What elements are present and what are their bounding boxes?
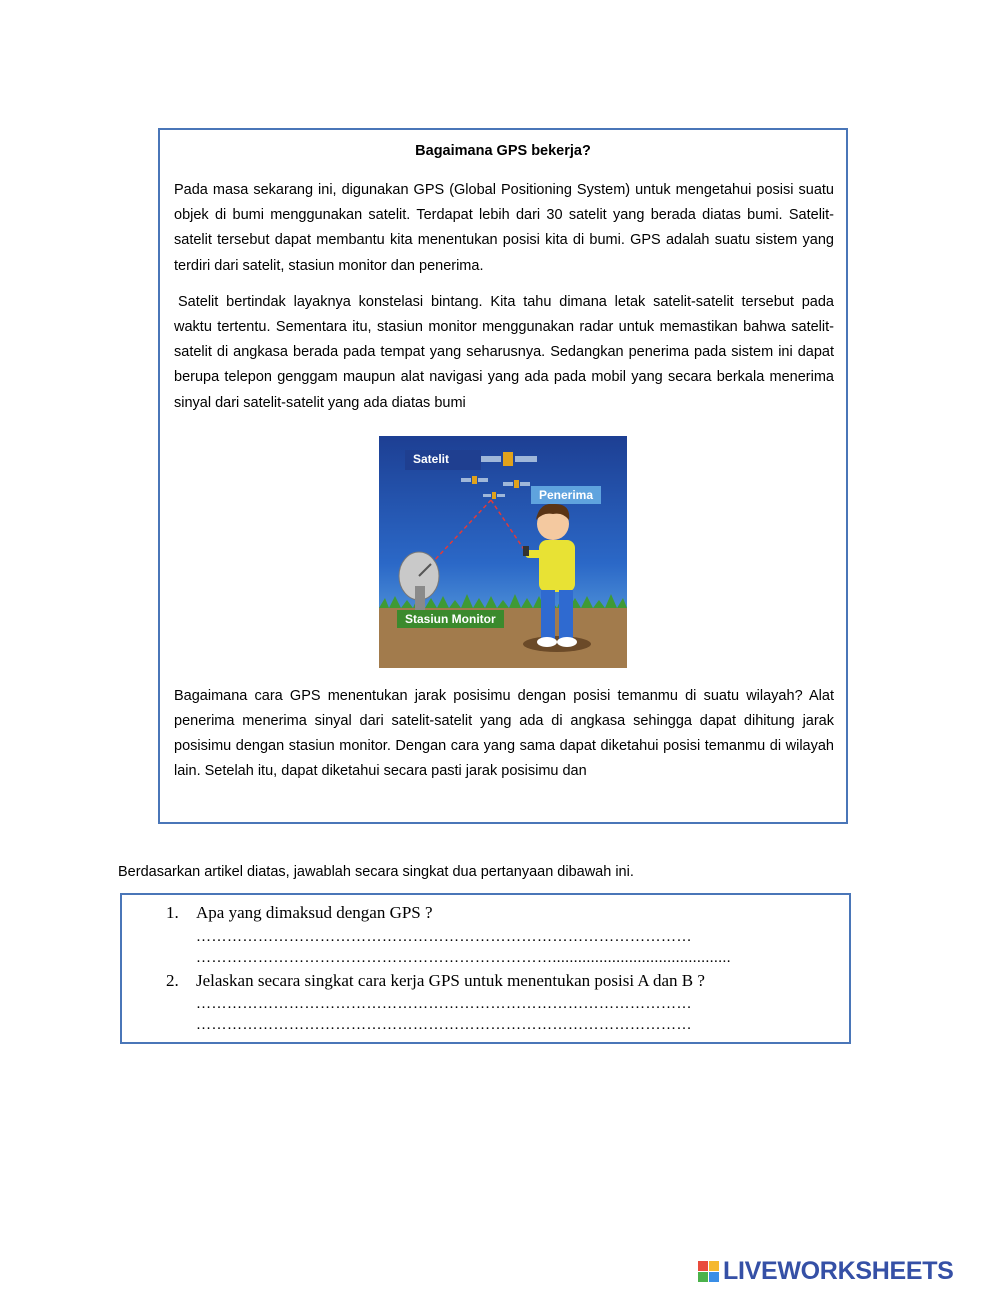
label-receiver: Penerima <box>531 486 601 504</box>
answer-line[interactable]: …………………………………………………………………………………… <box>196 1017 692 1033</box>
logo-tile <box>698 1272 708 1282</box>
question-2 <box>166 971 705 991</box>
question-text: Jelaskan secara singkat cara kerja GPS untuk menentukan posisi A dan B ? <box>196 971 705 990</box>
answer-line[interactable]: …………………………………………………………….......................................... <box>196 950 731 966</box>
question-number: 2. <box>166 971 179 990</box>
answer-line[interactable]: …………………………………………………………………………………… <box>196 929 692 945</box>
logo-text: LIVEWORKSHEETS <box>723 1256 954 1285</box>
label-station: Stasiun Monitor <box>397 610 504 628</box>
gps-illustration <box>379 436 627 668</box>
satellite-icon <box>479 452 537 466</box>
questions-box <box>120 893 851 1044</box>
signal-line <box>431 500 491 564</box>
article-title: Bagaimana GPS bekerja? <box>415 143 591 159</box>
question-text: Apa yang dimaksud dengan GPS ? <box>196 903 433 922</box>
question-1 <box>166 903 433 923</box>
gps-scene <box>379 436 627 668</box>
logo-tile <box>709 1261 719 1271</box>
logo-mark-icon <box>698 1261 719 1282</box>
liveworksheets-logo <box>698 1256 954 1286</box>
article-paragraph-1: Pada masa sekarang ini, digunakan GPS (Global Positioning System) untuk mengetahui posisi suatu objek di bumi menggunakan satelit. Terdapat lebih dari 30 satelit yang berada diatas bumi. Satelit-satelit tersebut dapat membantu kita menentukan posisi kita di bumi. GPS adalah suatu sistem yang terdiri dari satelit, stasiun monitor dan penerima. <box>174 182 834 274</box>
logo-tile <box>698 1261 708 1271</box>
satellite-icon <box>461 476 488 484</box>
instruction-text: Berdasarkan artikel diatas, jawablah secara singkat dua pertanyaan dibawah ini. <box>118 864 634 880</box>
label-satellite: Satelit <box>405 450 481 470</box>
satellite-icon <box>503 480 530 488</box>
article-paragraph-3: Bagaimana cara GPS menentukan jarak posisimu dengan posisi temanmu di suatu wilayah? Alat penerima menerima sinyal dari satelit-satelit yang ada di angkasa sehingga dapat dihitung jarak posisimu dengan stasiun monitor. Dengan cara yang sama dapat diketahui posisi temanmu di wilayah lain. Setelah itu, dapat diketahui secara pasti jarak posisimu dan <box>174 687 834 780</box>
answer-line[interactable]: …………………………………………………………………………………… <box>196 996 692 1012</box>
signal-line <box>491 500 527 554</box>
article-box <box>158 128 848 824</box>
article-paragraph-2: Satelit bertindak layaknya konstelasi bintang. Kita tahu dimana letak satelit-satelit tersebut pada waktu tertentu. Sementara itu, stasiun monitor menggunakan radar untuk memastikan bahwa satelit-satelit di angkasa berada pada tempat yang seharusnya. Sedangkan penerima pada sistem ini dapat berupa telepon genggam maupun alat navigasi yang ada pada mobil yang secara berkala menerima sinyal dari satelit-satelit yang ada diatas bumi <box>174 293 834 411</box>
question-number: 1. <box>166 903 179 922</box>
logo-tile <box>709 1272 719 1282</box>
satellite-icon <box>483 492 505 499</box>
satellite-dish-icon <box>399 552 439 610</box>
